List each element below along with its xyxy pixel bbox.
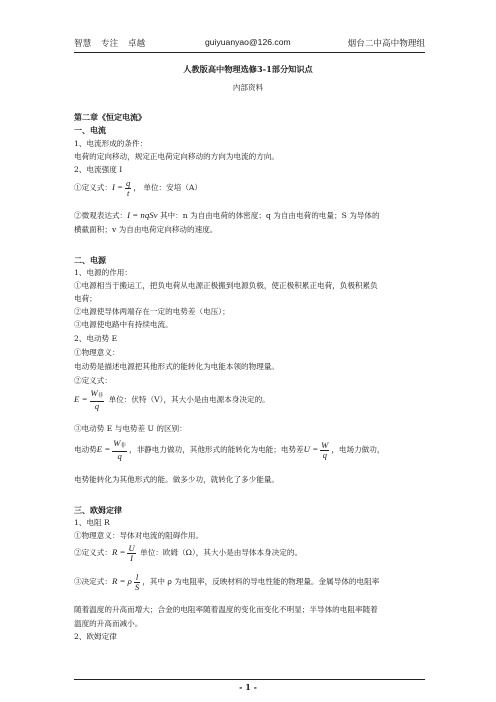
resistance-determination: ③决定式：R = ρ $\frac{l}{S}$ ，其中 ρ 为电阻率，反映材料的导电性能的物理量。金属导体的电阻率 bbox=[74, 571, 380, 592]
text-line: 电荷； bbox=[74, 294, 97, 303]
text-line: ③电源使电路中有持续电流。 bbox=[74, 320, 173, 329]
text-line: 随着温度的升高而增大；合金的电阻率随着温度的变化而变化不明显；半导体的电阻率随着 bbox=[74, 605, 378, 614]
emf-vs-voltage: 电动势E = W非 q ，非静电力做功，其他形式的能转化为电能；电势差U = $\frac{W}{q}$ ，电场力做功， bbox=[74, 438, 385, 461]
fraction-w-over-q: W非 q bbox=[90, 388, 104, 411]
current-micro-expression: ②微观表达式：I = nqSv 其中：n 为自由电荷的体密度；q 为自由电荷的电量；S 为导体的 bbox=[74, 210, 380, 220]
formula-nqsv: I = nqSv bbox=[127, 210, 158, 220]
section-heading-ohm: 三、欧姆定律 bbox=[74, 505, 122, 515]
header-motto-3: 卓越 bbox=[128, 39, 146, 49]
fraction-l-over-s: $\frac{l}{S}$ bbox=[134, 571, 140, 592]
text-line: 2、欧姆定律 bbox=[74, 632, 117, 641]
text-line: ①物理意义：导体对电流的阻碍作用。 bbox=[74, 531, 204, 540]
text-line: 电荷的定向移动，规定正电荷定向移动的方向为电流的方向。 bbox=[74, 152, 280, 161]
text-line: ①电源相当于搬运工，把负电荷从电源正极搬到电源负极，使正极积累正电荷，负极积累负 bbox=[74, 281, 378, 290]
text-line: ③电动势 E 与电势差 U 的区别： bbox=[74, 424, 187, 433]
section-heading-current: 一、电流 bbox=[74, 125, 106, 135]
text-line: ②定义式： bbox=[74, 376, 112, 385]
current-definition: ①定义式：I = $\frac{q}{t}$ ， 单位：安培（A） bbox=[74, 177, 202, 198]
text-line: ①物理意义： bbox=[74, 348, 120, 357]
text-line: 1、电源的作用： bbox=[74, 268, 132, 277]
header-motto-1: 智慧 bbox=[74, 39, 92, 49]
page-header bbox=[74, 37, 425, 51]
section-heading-source: 二、电源 bbox=[74, 255, 106, 265]
text-line: 1、电流形成的条件： bbox=[74, 139, 148, 148]
text-line: 2、电流强度 I bbox=[74, 165, 123, 174]
text-line: ②电源使导体两端存在一定的电势差（电压）； bbox=[74, 307, 230, 316]
header-motto-2: 专注 bbox=[101, 39, 119, 49]
fraction-u-over-i: $\frac{U}{I}$ bbox=[128, 542, 135, 563]
text-line: 横截面积；v 为自由电荷定向移动的速度。 bbox=[74, 225, 218, 234]
chapter-heading: 第二章《恒定电流》 bbox=[74, 112, 146, 122]
formula-lhs: I = bbox=[111, 182, 124, 192]
text-line: 1、电阻 R bbox=[74, 518, 110, 527]
header-email: guiyuanyao@126.com bbox=[205, 37, 291, 47]
page-number: - 1 - bbox=[239, 682, 257, 692]
text-line: 温度的升高而减小。 bbox=[74, 619, 143, 628]
document-subtitle: 内部资料 bbox=[232, 83, 264, 92]
resistance-definition: ②定义式：R = $\frac{U}{I}$ 单位：欧姆（Ω），其大小是由导体本身决定的。 bbox=[74, 542, 303, 563]
document-title: 人教版高中物理选修3-1部分知识点 bbox=[183, 64, 313, 74]
text-line: 电动势是描述电源把其他形式的能转化为电能本领的物理量。 bbox=[74, 362, 280, 371]
emf-definition: E = W非 q 单位：伏特（V），其大小是由电源本身决定的。 bbox=[74, 388, 270, 411]
footer-rule bbox=[74, 679, 425, 680]
text-line: 电势能转化为其他形式的能。做多少功，就转化了多少能量。 bbox=[74, 475, 280, 484]
text-line: 2、电动势 E bbox=[74, 334, 118, 343]
header-group: 烟台二中高中物理组 bbox=[347, 39, 425, 49]
fraction-q-over-t: $\frac{q}{t}$ bbox=[126, 177, 131, 198]
header-rule bbox=[74, 52, 425, 53]
